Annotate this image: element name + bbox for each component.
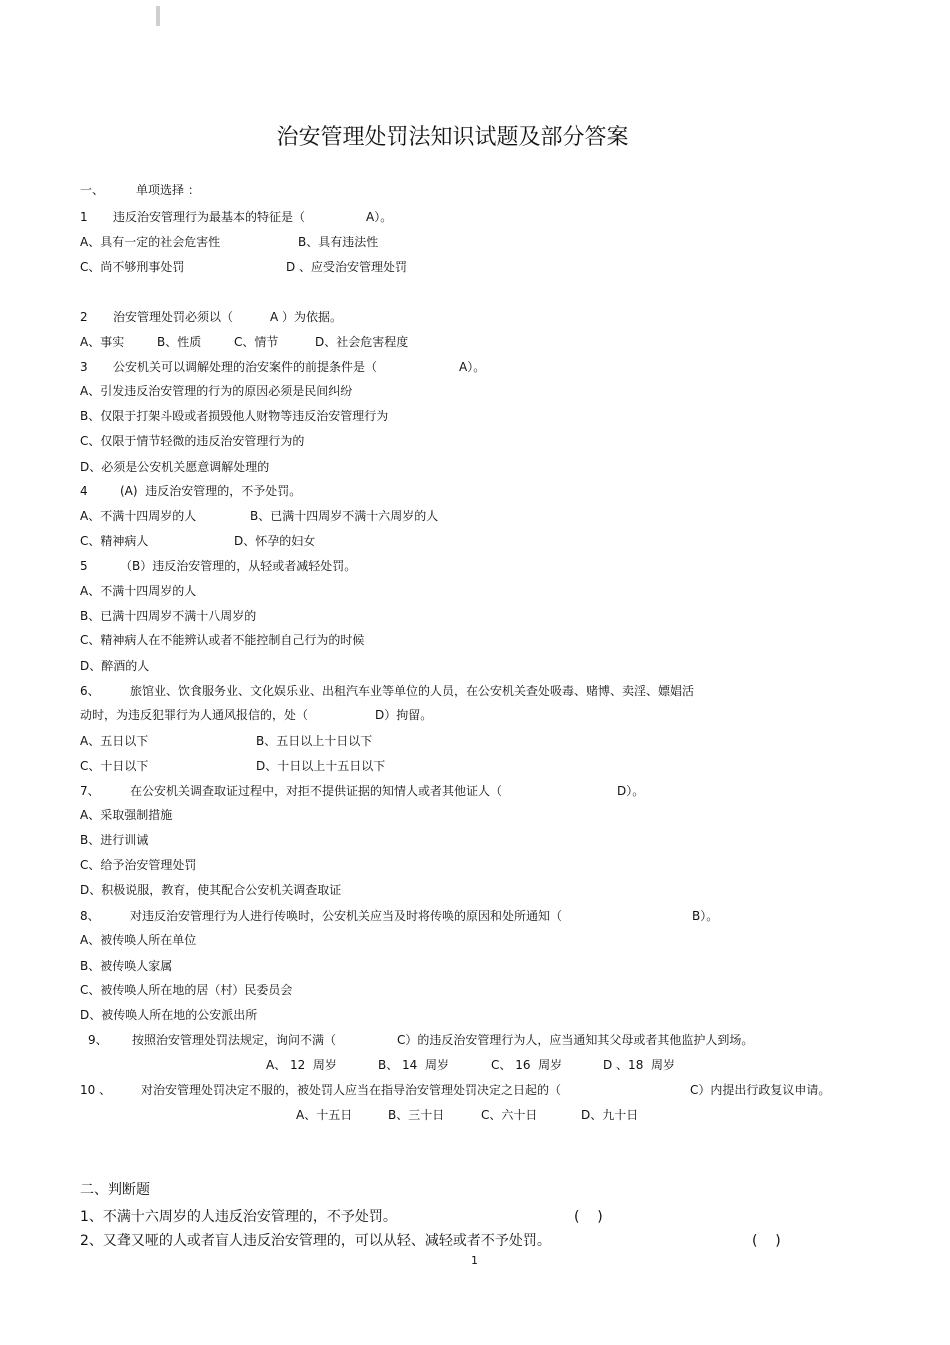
option-a: A、五日以下 — [80, 734, 149, 748]
question-number: 1 — [80, 210, 88, 224]
option-a: A、十五日 — [296, 1108, 353, 1122]
answer-blank: ( ) — [752, 1233, 781, 1249]
question-number: 10 、 — [80, 1083, 112, 1097]
answer-blank: ( ) — [574, 1209, 603, 1225]
question-answer: C）的违反治安管理行为人，应当通知其父母或者其他监护人到场。 — [397, 1033, 754, 1047]
option-b: B、五日以上十日以下 — [256, 734, 373, 748]
option-d: D、积极说服，教育，使其配合公安机关调查取证 — [80, 883, 342, 897]
option-d: D、必须是公安机关愿意调解处理的 — [80, 460, 270, 474]
question-number: 8、 — [80, 909, 100, 923]
option-c: C、尚不够刑事处罚 — [80, 260, 185, 274]
option-b: B、具有违法性 — [298, 235, 379, 249]
option-d: D、怀孕的妇女 — [234, 534, 316, 548]
question-answer: A ）为依据。 — [270, 310, 343, 324]
option-a: A、具有一定的社会危害性 — [80, 235, 221, 249]
question-text: (A) 违反治安管理的，不予处罚。 — [120, 484, 302, 498]
judgment-item: 1、不满十六周岁的人违反治安管理的，不予处罚。 — [80, 1209, 397, 1225]
question-number: 6、 — [80, 684, 100, 698]
question-number: 5 — [80, 559, 88, 573]
option-c: C、精神病人 — [80, 534, 149, 548]
question-text: 对违反治安管理行为人进行传唤时，公安机关应当及时将传唤的原因和处所通知（ — [130, 909, 563, 923]
option-b: B、进行训诫 — [80, 833, 149, 847]
option-c: C、十日以下 — [80, 759, 149, 773]
question-answer: C）内提出行政复议申请。 — [690, 1083, 831, 1097]
option-c: C、仅限于情节轻微的违反治安管理行为的 — [80, 434, 305, 448]
option-c: C、情节 — [234, 335, 279, 349]
question-text: 治安管理处罚必须以（ — [113, 310, 234, 324]
question-text: 违反治安管理行为最基本的特征是（ — [113, 210, 306, 224]
option-a: A、不满十四周岁的人 — [80, 509, 197, 523]
option-b: B、三十日 — [388, 1108, 445, 1122]
question-text: 旅馆业、饮食服务业、文化娱乐业、出租汽车业等单位的人员，在公安机关查处吸毒、赌博、卖淫、嫖娼活 — [130, 684, 695, 698]
question-text: （B）违反治安管理的，从轻或者减轻处罚。 — [120, 559, 357, 573]
question-number: 9、 — [88, 1033, 108, 1047]
option-a: A、不满十四周岁的人 — [80, 584, 197, 598]
option-b: B、被传唤人家属 — [80, 959, 173, 973]
section-label: 二、判断题 — [80, 1182, 150, 1198]
option-d: D、醉酒的人 — [80, 659, 150, 673]
option-c: C、 16 周岁 — [491, 1058, 563, 1072]
question-number: 3 — [80, 360, 88, 374]
option-c: C、被传唤人所在地的居（村）民委员会 — [80, 983, 293, 997]
option-b: B、性质 — [157, 335, 202, 349]
option-a: A、采取强制措施 — [80, 808, 173, 822]
option-a: A、被传唤人所在单位 — [80, 933, 197, 947]
question-text: 在公安机关调查取证过程中，对拒不提供证据的知情人或者其他证人（ — [130, 784, 503, 798]
question-text: 公安机关可以调解处理的治安案件的前提条件是（ — [113, 360, 378, 374]
scan-mark — [156, 6, 160, 26]
page-title: 治安管理处罚法知识试题及部分答案 — [276, 125, 629, 150]
option-c: C、给予治安管理处罚 — [80, 858, 197, 872]
option-d: D 、应受治安管理处罚 — [286, 260, 408, 274]
option-d: D、社会危害程度 — [315, 335, 409, 349]
option-b: B、仅限于打架斗殴或者损毁他人财物等违反治安管理行为 — [80, 409, 389, 423]
option-c: C、精神病人在不能辨认或者不能控制自己行为的时候 — [80, 633, 365, 647]
section-label: 单项选择 ： — [136, 183, 200, 197]
question-text-continued: 动时，为违反犯罪行为人通风报信的，处（ — [80, 708, 309, 722]
option-a: A、事实 — [80, 335, 125, 349]
question-answer: A）。 — [459, 360, 486, 374]
question-answer: B）。 — [692, 909, 719, 923]
question-text: 对治安管理处罚决定不服的，被处罚人应当在指导治安管理处罚决定之日起的（ — [141, 1083, 562, 1097]
section-number: 一、 — [80, 183, 105, 197]
question-answer: D）拘留。 — [375, 708, 433, 722]
option-a: A、引发违反治安管理的行为的原因必须是民间纠纷 — [80, 384, 353, 398]
question-number: 7、 — [80, 784, 100, 798]
option-b: B、已满十四周岁不满十六周岁的人 — [250, 509, 439, 523]
option-b: B、 14 周岁 — [378, 1058, 449, 1072]
judgment-item: 2、又聋又哑的人或者盲人违反治安管理的，可以从轻、减轻或者不予处罚。 — [80, 1233, 551, 1249]
option-c: C、六十日 — [481, 1108, 538, 1122]
question-number: 2 — [80, 310, 88, 324]
question-answer: D）。 — [617, 784, 645, 798]
option-b: B、已满十四周岁不满十八周岁的 — [80, 609, 257, 623]
option-d: D、被传唤人所在地的公安派出所 — [80, 1008, 258, 1022]
question-text: 按照治安管理处罚法规定，询问不满（ — [132, 1033, 337, 1047]
option-d: D 、18 周岁 — [603, 1058, 675, 1072]
option-a: A、 12 周岁 — [266, 1058, 337, 1072]
question-answer: A）。 — [366, 210, 393, 224]
page-number: 1 — [471, 1254, 478, 1267]
option-d: D、十日以上十五日以下 — [256, 759, 386, 773]
option-d: D、九十日 — [581, 1108, 639, 1122]
question-number: 4 — [80, 484, 88, 498]
